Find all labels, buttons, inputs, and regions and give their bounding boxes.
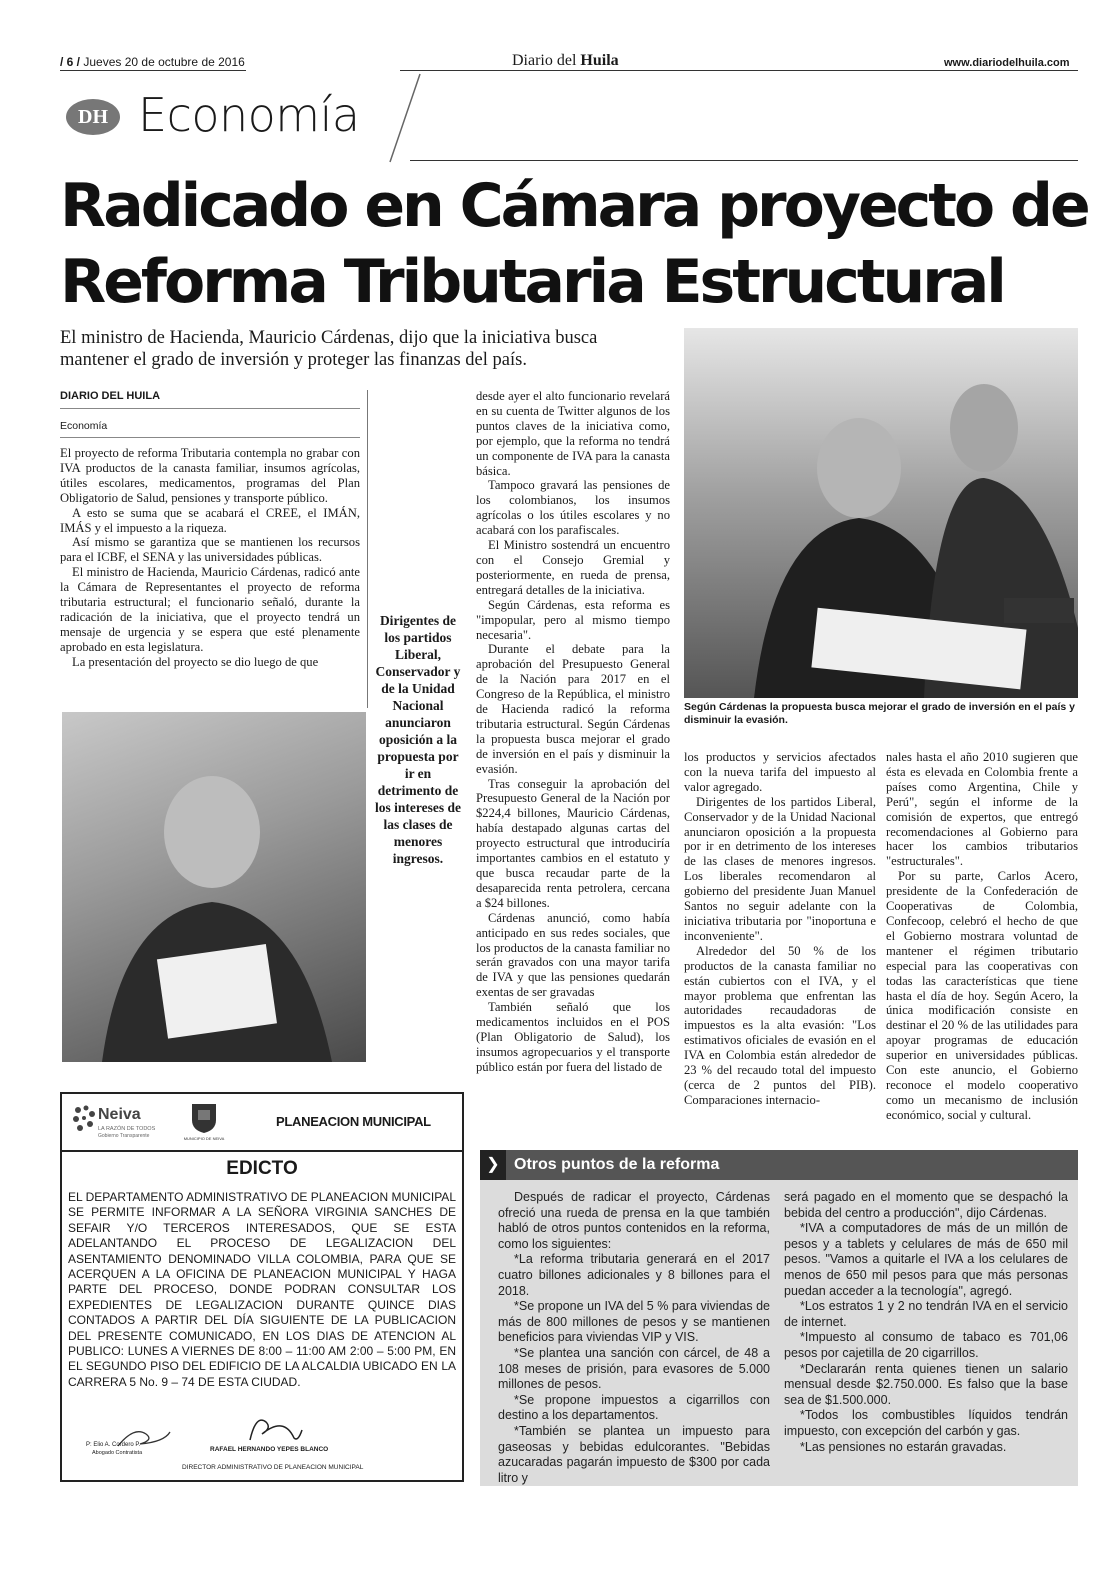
photo-minister-speaking xyxy=(62,712,366,1062)
photo-minister-signing xyxy=(684,328,1078,698)
signature-2-name: RAFAEL HERNANDO YEPES BLANCO xyxy=(210,1446,329,1453)
otros-puntos-right xyxy=(784,1190,1068,1455)
edicto-body: EL DEPARTAMENTO ADMINISTRATIVO DE PLANEACION MUNICIPAL SE PERMITE INFORMAR A LA SEÑORA VIRGINIA SANCHES DE SEFAIR Y/O TERCEROS INTERESADOS, QUE SE ESTA ADELANTANDO EL PROCESO DE LEGALIZACION DEL ASENTAMIENTO DENOMINADO VILLA COLOMBIA, PARA QUE SE ACERQUEN A LA OFICINA DE PLANEACION MUNICIPAL Y HAGA PARTE DEL PROCESO, DONDE PODRAN CONSULTAR LOS EXPEDIENTES DE LEGALIZACION DURANTE QUINCE DIAS CONTADOS A PARTIR DEL DÍA SIGUIENTE DE LA PUBLICACION DEL PRESENTE COMUNICADO, EN LOS DIAS DE ATENCION AL PUBLICO: LUNES A VIERNES DE 8:00 – 11:00 AM 2:00 – 5:00 PM, EN EL SEGUNDO PISO DEL EDIFICIO DE LA ALCALDIA UBICADO EN LA CARRERA 5 No. 9 – 74 DE ESTA CIUDAD. xyxy=(68,1190,456,1389)
section-logo: DH xyxy=(66,99,120,135)
bullet-paragraph: *También se plantea un impuesto para gaseosas y bebidas edulcorantes. "Bebidas azucaradas pagarán impuesto de $300 por cada litro y xyxy=(498,1423,770,1485)
chevron-right-icon: ❯ xyxy=(480,1150,506,1180)
neiva-logo-text: Neiva xyxy=(98,1106,141,1123)
neiva-logo-icon xyxy=(70,1104,94,1132)
bullet-paragraph: *Se plantea una sanción con cárcel, de 48 a 108 meses de prisión, para evasores de 5.000 millones de pesos. xyxy=(498,1345,770,1392)
article-column-4 xyxy=(886,750,1078,1123)
article-column-2 xyxy=(476,389,670,1075)
bullet-paragraph: *Las pensiones no estarán gravadas. xyxy=(800,1439,1007,1454)
minister-photo-illustration xyxy=(62,712,366,1062)
section-title: Economía xyxy=(138,88,360,142)
subheadline xyxy=(60,327,680,371)
section-rule xyxy=(410,160,1078,161)
section-slash-icon xyxy=(384,72,424,164)
photo-caption: Según Cárdenas la propuesta busca mejorar el grado de inversión en el país y disminuir la evasión. xyxy=(684,701,1075,726)
signature-1-role: Abogado Contratista xyxy=(92,1450,143,1456)
bullet-paragraph: *Se propone impuestos a cigarrillos con destino a los departamentos. xyxy=(498,1392,770,1423)
paper-name-part2: Huila xyxy=(580,52,619,69)
bullet-paragraph: *Se propone un IVA del 5 % para viviendas de más de 800 millones de pesos y se mantienen beneficios para viviendas VIP y VIS. xyxy=(498,1299,770,1345)
site-url[interactable]: www.diariodelhuila.com xyxy=(944,57,1070,69)
paragraph: Cárdenas anunció, como había anticipado en sus redes sociales, que los productos de la canasta familiar no serán gravados con una mayor tarifa de IVA y que las pensiones quedarán exentas de ser gravadas xyxy=(476,910,670,1000)
article-column-3 xyxy=(684,750,876,1108)
signature-2-role: DIRECTOR ADMINISTRATIVO DE PLANEACION MUNICIPAL xyxy=(182,1464,364,1471)
article-column-1 xyxy=(60,446,360,670)
signature-1-name: P: Elio A. Cordero P. xyxy=(86,1442,141,1448)
paragraph: También señaló que los medicamentos incluidos en el POS (Plan Obligatorio de Salud), los insumos agropecuarios y el transporte público están por fuera del listado de xyxy=(476,1000,670,1074)
paragraph: los productos y servicios afectados con la nueva tarifa del impuesto al valor agregado. xyxy=(684,750,876,794)
paragraph: desde ayer el alto funcionario revelará en su cuenta de Twitter algunos de los puntos claves de la iniciativa como, por ejemplo, que la reforma no tendrá un componente de IVA para la canasta básica. xyxy=(476,389,670,478)
bullet-paragraph: *IVA a computadores de más de un millón de pesos y a tablets y celulares de más de 650 mil pesos. "Vamos a quitarle el IVA a los celulares de menos de 650 mil pesos para que más personas puedan acceder a la tecnología", agregó. xyxy=(784,1221,1068,1298)
headline-line1: Radicado en Cámara proyecto de xyxy=(60,171,1088,241)
paper-name xyxy=(512,52,619,70)
byline-rule-2 xyxy=(60,437,360,438)
pull-quote: Dirigentes de los partidos Liberal, Conservador y de la Unidad Nacional anunciaron oposición a la propuesta por ir en detrimento de los intereses de las clases de menores ingresos. xyxy=(375,613,461,866)
subhead-line1: El ministro de Hacienda, Mauricio Cárdenas, dijo que la iniciativa busca xyxy=(60,328,598,348)
otros-puntos-header xyxy=(480,1150,1078,1180)
signing-photo-illustration xyxy=(684,328,1078,698)
page-number: / 6 / xyxy=(60,55,81,69)
bullet-paragraph: *Los estratos 1 y 2 no tendrán IVA en el servicio de internet. xyxy=(784,1299,1068,1329)
header-rule-left xyxy=(60,70,246,71)
bullet-paragraph: *Declararán renta quienes tienen un salario mensual desde $2.750.000. Es falso que la base sea de $1.500.000. xyxy=(784,1361,1068,1407)
headline xyxy=(60,168,1090,320)
page-date: Jueves 20 de octubre de 2016 xyxy=(83,55,245,69)
paragraph: Así mismo se garantiza que se mantienen los recursos para el ICBF, el SENA y las universidades públicas. xyxy=(60,535,360,565)
paragraph: El ministro de Hacienda, Mauricio Cárdenas, radicó ante la Cámara de Representantes el proyecto de reforma tributaria estructural; el funcionario señaló, durante la radicación de la iniciativa, que el proyecto tendrá un mensaje de urgencia y se espera que esté plenamente aprobado en esta legislatura. xyxy=(60,565,360,654)
paragraph: Dirigentes de los partidos Liberal, Conservador y de la Unidad Nacional anunciaron oposición a la propuesta por ir en detrimento de los intereses de las clases de menores ingresos. Los liberales recomendaron al gobierno del presidente Juan Manuel Santos no seguir adelante con la iniciativa tributaria por "inoportuna e inconveniente". xyxy=(684,794,876,943)
byline-section: Economía xyxy=(60,420,108,432)
paragraph: Alrededor del 50 % de los productos de la canasta familiar no están cubiertos con el IVA, y el mayor problema que enfrentan las autoridades recaudadoras de impuestos es la alta evasión: "Los estimativos oficiales de evasión en el IVA en Colombia están alrededor de 23 % del recaudo total del impuesto (cerca de 2 puntos del PIB). Comparaciones internacio- xyxy=(684,943,876,1107)
edicto-rule xyxy=(62,1150,462,1152)
byline-rule-1 xyxy=(60,408,360,409)
header-rule-right xyxy=(400,70,1078,71)
neiva-logo-tagline: LA RAZÓN DE TODOS xyxy=(98,1126,156,1132)
bullet-paragraph: será pagado en el momento que se despachó la bebida del centro a producción", dijo Cárdenas. xyxy=(784,1190,1068,1220)
column-divider xyxy=(367,390,368,708)
seal-label: MUNICIPIO DE NEIVA xyxy=(183,1136,225,1141)
headline-line2: Reforma Tributaria Estructural xyxy=(60,247,1004,317)
paragraph: A esto se suma que se acabará el CREE, el IMÁN, IMÁS y el impuesto a la riqueza. xyxy=(60,505,360,535)
paragraph: Por su parte, Carlos Acero, presidente de la Confederación de Cooperativas de Colombia, Confecoop, celebró el hecho de que el Gobierno mostrara voluntad de mantener el régimen tributario especial para las cooperativas con todas las características que tiene hasta el día de hoy. Según Acero, la única modificación consiste en destinar el 20 % de las utilidades para apoyar programas de educación superior en universidades públicas. Con este anuncio, el Gobierno reconoce el modelo cooperativo como un mecanismo de inclusión económico, social y cultural. xyxy=(886,869,1078,1122)
otros-puntos-box xyxy=(480,1150,1078,1486)
edicto-box xyxy=(60,1092,464,1482)
bullet-paragraph: *Todos los combustibles líquidos tendrán impuesto, con excepción del carbón y gas. xyxy=(784,1408,1068,1438)
paragraph: Tras conseguir la aprobación del Presupuesto General de la Nación por $224,4 billones, Mauricio Cárdenas, había destapado algunas cartas del proyecto estructural que introduciría importantes cambios en el estatuto y que busca recaudar parte de la desaparecida renta petrolera, cercana a $24 billones. xyxy=(476,776,670,910)
paragraph: nales hasta el año 2010 sugieren que ésta es elevada en Colombia frente a países como Argentina, Chile y Perú", según el informe de la comisión de expertos, que entregó recomendaciones al Gobierno para hacer los cambios tributarios "estructurales". xyxy=(886,750,1078,869)
otros-puntos-title: Otros puntos de la reforma xyxy=(514,1156,720,1173)
paragraph: Según Cárdenas, esta reforma es "impopular, pero al mismo tiempo necesaria". xyxy=(476,597,670,642)
signature-2-icon xyxy=(244,1410,304,1446)
paper-name-part1: Diario del xyxy=(512,52,577,69)
edicto-office: PLANEACION MUNICIPAL xyxy=(276,1114,431,1129)
paragraph: La presentación del proyecto se dio luego de que xyxy=(72,654,319,669)
bullet-paragraph: Después de radicar el proyecto, Cárdenas ofreció una rueda de prensa en la que también habló de otros puntos contenidos en la reforma, como los siguientes: xyxy=(498,1190,770,1251)
paragraph: Tampoco gravará las pensiones de los colombianos, los insumos agrícolas o los útiles escolares y no acabará con los parafiscales. xyxy=(476,478,670,538)
paragraph: El proyecto de reforma Tributaria contempla no grabar con IVA productos de la canasta familiar, insumos agrícolas, útiles escolares, medicamentos, programas del Plan Obligatorio de Salud, pensiones y transporte público. xyxy=(60,446,360,505)
paragraph: El Ministro sostendrá un encuentro con el Consejo Gremial y posteriormente, en rueda de prensa, entregará detalles de la iniciativa. xyxy=(476,538,670,597)
otros-puntos-left xyxy=(498,1190,770,1486)
subhead-line2: mantener el grado de inversión y proteger las finanzas del país. xyxy=(60,350,527,370)
bullet-paragraph: *La reforma tributaria generará en el 2017 cuatro billones adicionales y 8 billones para el 2018. xyxy=(498,1252,770,1298)
page-header-left xyxy=(60,55,245,69)
municipal-seal-icon xyxy=(190,1100,218,1134)
byline-author: DIARIO DEL HUILA xyxy=(60,390,161,402)
neiva-logo-sub: Gobierno Transparente xyxy=(98,1133,150,1139)
edicto-title: EDICTO xyxy=(226,1158,298,1179)
paragraph: Durante el debate para la aprobación del Presupuesto General de la Nación para 2017 en el Congreso de la República, el ministro de Hacienda radicó la reforma tributaria estructural. Según Cárdenas la propuesta busca mejorar el grado de inversión en el país y disminuir la evasión. xyxy=(476,642,670,776)
bullet-paragraph: *Impuesto al consumo de tabaco es 701,06 pesos por cajetilla de 20 cigarrillos. xyxy=(784,1330,1068,1360)
